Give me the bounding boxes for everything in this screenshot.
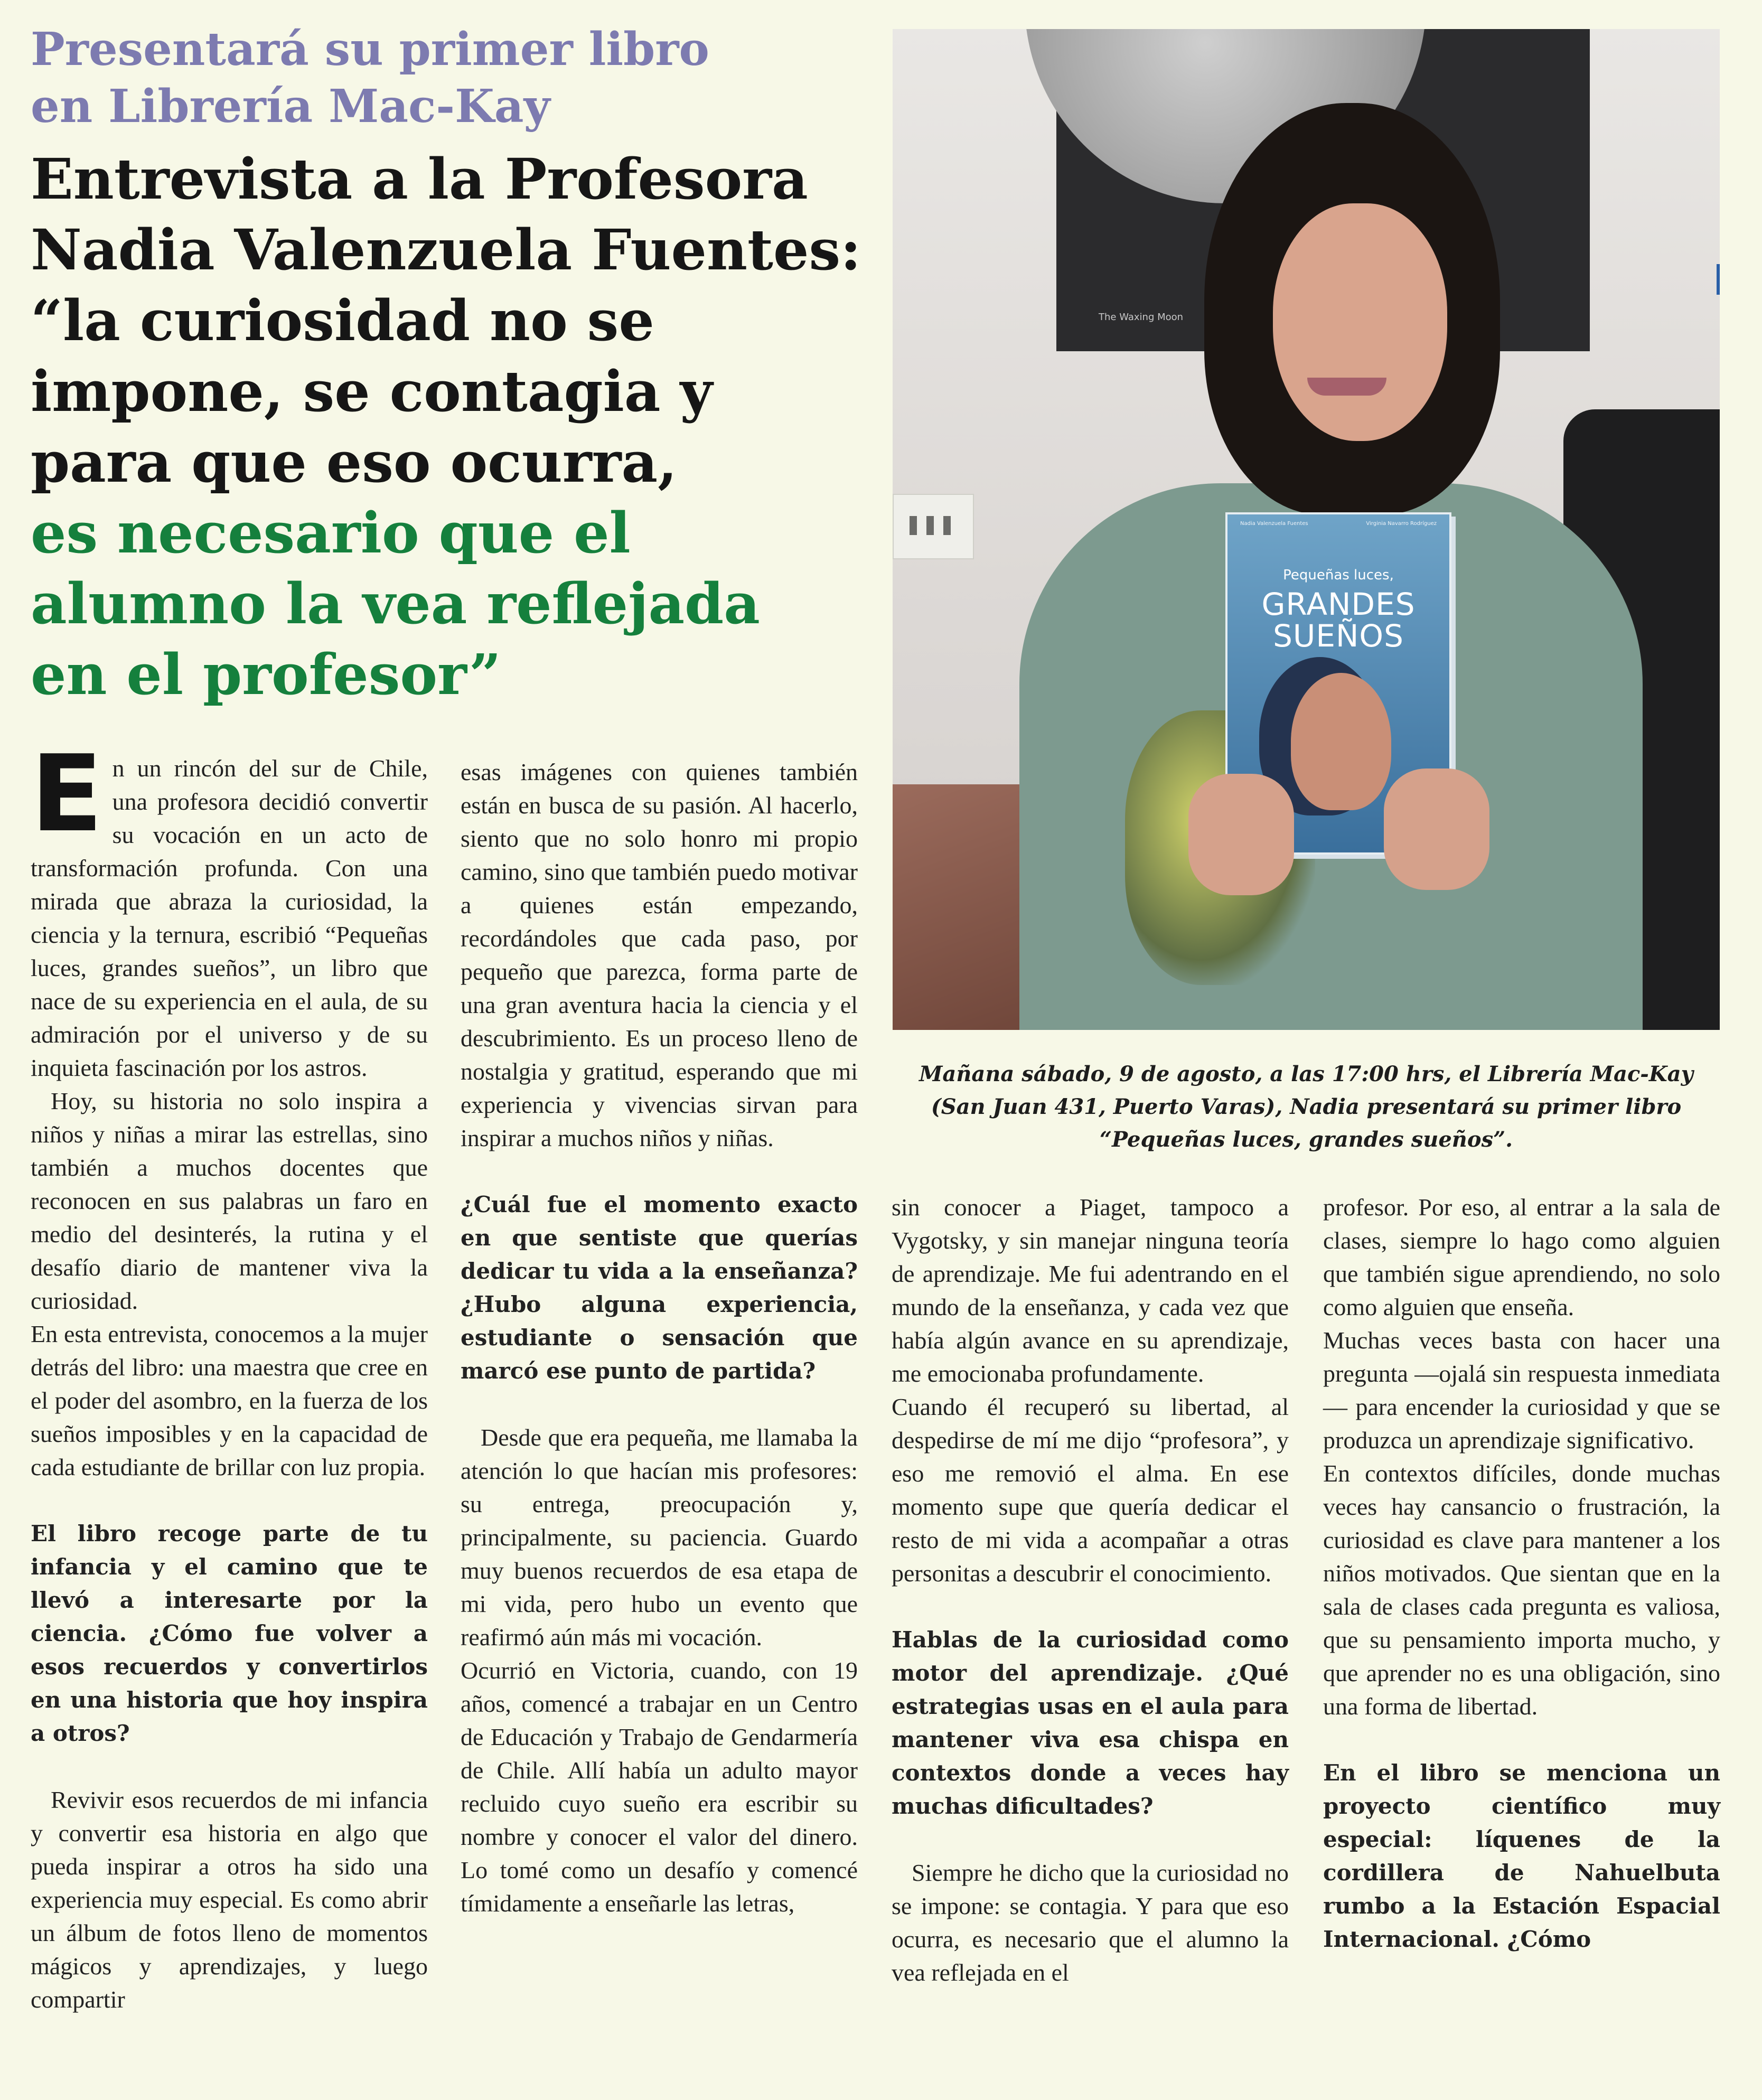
right-hand xyxy=(1384,768,1489,890)
headline-line-3: “la curiosidad no se xyxy=(31,287,654,353)
headline xyxy=(31,144,886,710)
interview-question: En el libro se menciona un proyecto científico muy especial: líquenes de la cordillera de Nahuelbuta rumbo a la Estación Espacial Internacional. ¿Cómo xyxy=(1323,1760,1720,1952)
portrait-photo xyxy=(893,29,1720,1030)
interview-answer: Ocurrió en Victoria, cuando, con 19 años, comencé a trabajar en un Centro de Educación y Trabajo de Gendarmería de Chile. Allí había un adulto mayor recluido cuyo sueño era escribir su nombre y conocer el valor del dinero. Lo tomé como un desafío y comencé tímidamente a enseñarle las letras, xyxy=(461,1657,858,1917)
headline-line-2: Nadia Valenzuela Fuentes: xyxy=(31,217,861,283)
article-column-3 xyxy=(892,1190,1289,1989)
kicker-title xyxy=(31,21,855,135)
article-column-4 xyxy=(1323,1190,1720,1956)
article-column-1 xyxy=(31,733,428,2016)
paragraph: En esta entrevista, conocemos a la mujer detrás del libro: una maestra que cree en el poder del asombro, en la fuerza de los sueños imposibles y en la capacidad de cada estudiante de brillar con luz propia. xyxy=(31,1320,428,1480)
interview-answer: Desde que era pequeña, me llamaba la atención lo que hacían mis profesores: su entrega, preocupación y, principalmente, su paciencia. Guardo muy buenos recuerdos de esa etapa de mi vida, pero hubo un evento que reafirmó aún más mi vocación. xyxy=(461,1424,858,1651)
headline-line-5: para que eso ocurra, xyxy=(31,429,678,495)
interview-answer: Muchas veces basta con hacer una pregunta —ojalá sin respuesta inmediata— para encender la curiosidad y que se produzca un aprendizaje significativo. xyxy=(1323,1327,1720,1454)
drop-cap: E xyxy=(31,733,103,856)
interview-question: El libro recoge parte de tu infancia y el camino que te llevó a interesarte por la ciencia. ¿Cómo fue volver a esos recuerdos y convertirlos en una historia que hoy inspira a otros? xyxy=(31,1521,428,1746)
article-column-2 xyxy=(461,755,858,1920)
poster-badge xyxy=(1717,264,1720,295)
interview-answer: En contextos difíciles, donde muchas veces hay cansancio o frustración, la curiosidad es clave para mantener a los niños motivados. Que sientan que en la sala de clases cada pregunta es valiosa, que su pensamiento importa mucho, y que aprender no es una obligación, sino una forma de libertad. xyxy=(1323,1460,1720,1720)
interview-answer: profesor. Por eso, al entrar a la sala de clases, siempre lo hago como alguien que también sigue aprendiendo, no solo como alguien que enseña. xyxy=(1323,1194,1720,1320)
headline-highlight-line-3: en el profesor” xyxy=(31,641,501,707)
interview-answer: Revivir esos recuerdos de mi infancia y convertir esa historia en algo que pueda inspirar a otros ha sido una experiencia muy especial. Es como abrir un álbum de fotos lleno de momentos mágicos y aprendizajes, y luego compartir xyxy=(31,1786,428,2013)
book-author-1: Nadia Valenzuela Fuentes xyxy=(1240,521,1308,527)
left-hand xyxy=(1188,774,1294,895)
book-author-2: Virginia Navarro Rodríguez xyxy=(1366,521,1437,527)
headline-highlight-line-2: alumno la vea reflejada xyxy=(31,570,760,636)
headline-line-4: impone, se contagia y xyxy=(31,358,713,424)
headline-highlight-line-1: es necesario que el xyxy=(31,500,631,566)
headline-line-1: Entrevista a la Profesora xyxy=(31,146,808,212)
book-title-large xyxy=(1227,588,1449,652)
poster-text: The Waxing Moon xyxy=(1099,312,1184,323)
interview-question: ¿Cuál fue el momento exacto en que sentiste que querías dedicar tu vida a la enseñanza? ¿Hubo alguna experiencia, estudiante o sensación que marcó ese punto de partida? xyxy=(461,1192,858,1384)
kicker-line-1: Presentará su primer libro xyxy=(31,23,709,76)
smile xyxy=(1307,378,1386,396)
photo-caption: Mañana sábado, 9 de agosto, a las 17:00 hrs, el Librería Mac-Kay (San Juan 431, Puerto Varas), Nadia presentará su primer libro “Pequeñas luces, grandes sueños”. xyxy=(919,1062,1693,1152)
book-title-large-1: GRANDES xyxy=(1261,586,1416,622)
wall-outlet xyxy=(893,494,974,559)
book-authors xyxy=(1240,521,1437,527)
book-title-large-2: SUEÑOS xyxy=(1273,618,1404,654)
interview-answer: esas imágenes con quienes también están en busca de su pasión. Al hacerlo, siento que no solo honro mi propio camino, sino que también puedo motivar a quienes están empezando, recordándoles que cada paso, por pequeño que parezca, forma parte de una gran aventura hacia la ciencia y el descubrimiento. Es un proceso lleno de nostalgia y gratitud, esperando que mi experiencia y vivencias sirvan para inspirar a muchos niños y niñas. xyxy=(461,758,858,1151)
face xyxy=(1273,203,1447,441)
interview-answer: Cuando él recuperó su libertad, al despedirse de mí me dijo “profesora”, y eso me removió el alma. En ese momento supe que quería dedicar el resto de mi vida a acompañar a otras personitas a descubrir el conocimiento. xyxy=(892,1393,1289,1587)
interview-answer: Siempre he dicho que la curiosidad no se impone: se contagia. Y para que eso ocurra, es necesario que el alumno la vea reflejada en el xyxy=(892,1859,1289,1986)
paragraph: Hoy, su historia no solo inspira a niños y niñas a mirar las estrellas, sino también a muchos docentes que reconocen en sus palabras un faro en medio del desinterés, la rutina y el desafío diario de mantener viva la curiosidad. xyxy=(31,1088,428,1314)
intro-text: n un rincón del sur de Chile, una profesora decidió convertir su vocación en un acto de transformación profunda. Con una mirada que abraza la curiosidad, la ciencia y la ternura, escribió “Pequeñas luces, grandes sueños”, un libro que nace de su experiencia en el aula, de su admiración por el universo y de su inquieta fascinación por los astros. xyxy=(31,755,428,1081)
book-title-small: Pequeñas luces, xyxy=(1283,567,1394,583)
interview-question: Hablas de la curiosidad como motor del aprendizaje. ¿Qué estrategias usas en el aula para mantener viva esa chispa en contextos donde a veces hay muchas dificultades? xyxy=(892,1627,1289,1819)
kicker-line-2: en Librería Mac-Kay xyxy=(31,80,550,133)
book-illustration xyxy=(1291,673,1391,810)
intro-paragraph xyxy=(31,733,428,1084)
interview-answer: sin conocer a Piaget, tampoco a Vygotsky, y sin manejar ninguna teoría de aprendizaje. Me fui adentrando en el mundo de la enseñanza, y cada vez que había algún avance en su aprendizaje, me emocionaba profundamente. xyxy=(892,1194,1289,1387)
